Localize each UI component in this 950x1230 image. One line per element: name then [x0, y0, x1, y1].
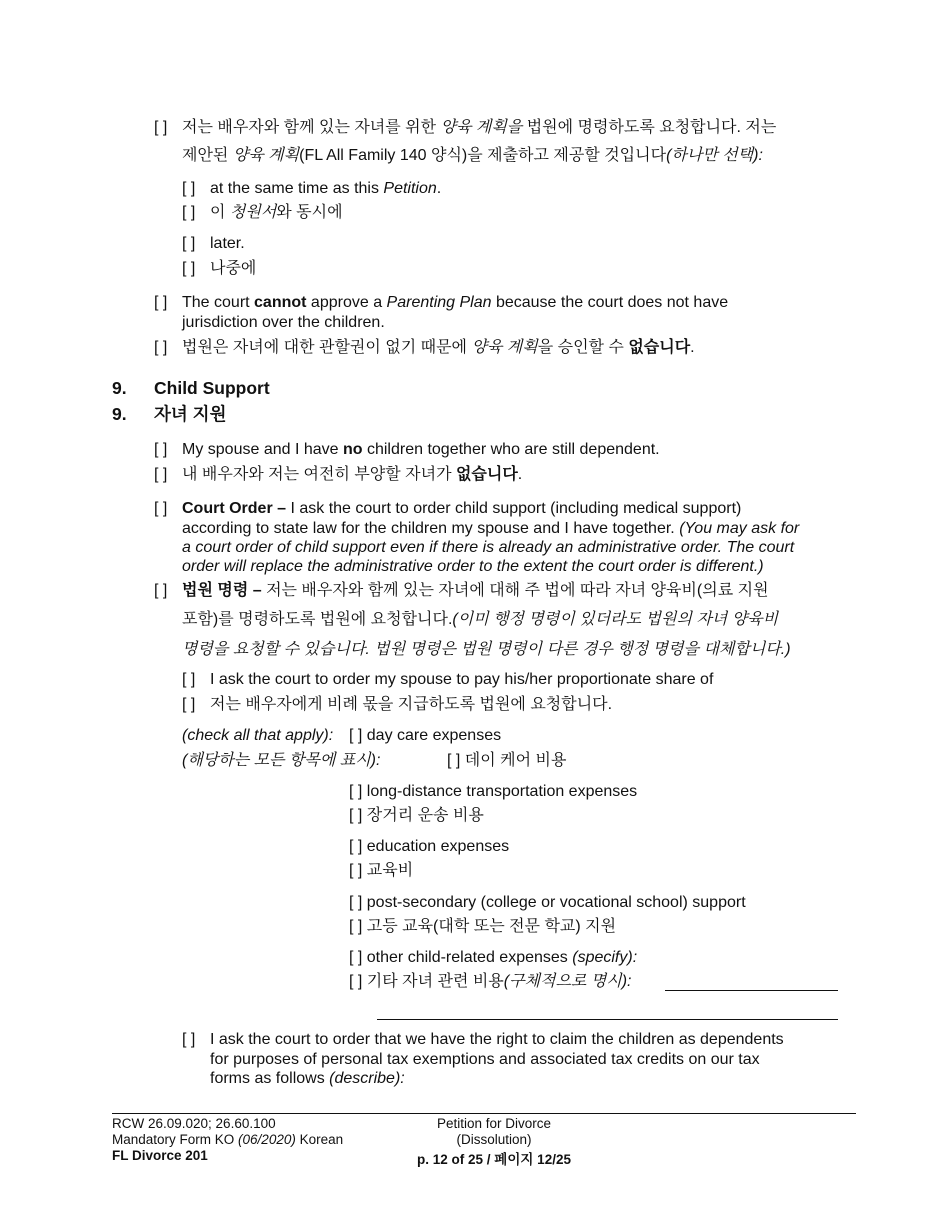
expense-education-en[interactable]: [ ] education expenses [349, 838, 510, 855]
court-order-en-line4: order will replace the administrative order to the extent the court order is different.) [182, 558, 764, 575]
no-children-ko: 내 배우자와 저는 여전히 부양할 자녀가 없습니다. [182, 466, 523, 483]
checkbox[interactable]: [ ] [182, 671, 196, 688]
cannot-approve-en-line2: jurisdiction over the children. [182, 314, 385, 331]
check-all-ko: (해당하는 모든 항목에 표시): [182, 752, 381, 769]
checkbox[interactable]: [ ] [154, 119, 168, 136]
footer-title-2: (Dissolution) [456, 1132, 532, 1147]
same-time-ko: 이 청원서와 동시에 [210, 204, 343, 221]
checkbox[interactable]: [ ] [182, 260, 196, 277]
expense-day-care-en[interactable]: [ ] day care expenses [349, 727, 502, 744]
other-expenses-blank-line-2[interactable] [377, 1019, 838, 1020]
footer-divider [112, 1113, 856, 1114]
court-order-en-line2: according to state law for the children my spouse and I have together. (You may ask for [182, 520, 800, 537]
expense-transport-ko[interactable]: [ ] 장거리 운송 비용 [349, 807, 484, 824]
checkbox[interactable]: [ ] [182, 1031, 196, 1048]
share-ko: 저는 배우자에게 비례 몫을 지급하도록 법원에 요청합니다. [210, 696, 613, 713]
expense-other-ko[interactable]: [ ] 기타 자녀 관련 비용(구체적으로 명시): [349, 973, 632, 990]
footer-rcw: RCW 26.09.020; 26.60.100 [112, 1116, 276, 1131]
parenting-order-ko-line2: 제안된 양육 계획(FL All Family 140 양식)을 제출하고 제공할 것입니다(하나만 선택): [182, 147, 763, 164]
later-ko: 나중에 [210, 260, 257, 277]
court-order-ko-line2: 포함)를 명령하도록 법원에 요청합니다.(이미 행정 명령이 있더라도 법원의 자녀 양육비 [182, 611, 779, 628]
parenting-order-ko-line1: 저는 배우자와 함께 있는 자녀를 위한 양육 계획을 법원에 명령하도록 요청합니다. 저는 [182, 119, 777, 136]
expense-post-secondary-ko[interactable]: [ ] 고등 교육(대학 또는 전문 학교) 지원 [349, 918, 617, 935]
cannot-approve-en-line1: The court cannot approve a Parenting Plan because the court does not have [182, 294, 729, 311]
checkbox[interactable]: [ ] [154, 441, 168, 458]
section-title-ko: 자녀 지원 [154, 404, 227, 424]
section-number: 9. [112, 404, 127, 424]
footer-mandatory-form: Mandatory Form KO (06/2020) Korean [112, 1132, 344, 1147]
tax-en-line2: for purposes of personal tax exemptions and associated tax credits on our tax [210, 1051, 760, 1068]
footer-form-id: FL Divorce 201 [112, 1148, 208, 1163]
same-time-en: at the same time as this Petition. [210, 180, 442, 197]
checkbox[interactable]: [ ] [154, 500, 168, 517]
footer-page-number: p. 12 of 25 / 페이지 12/25 [417, 1152, 571, 1167]
checkbox[interactable]: [ ] [154, 294, 168, 311]
later-en: later. [210, 235, 245, 252]
cannot-approve-ko: 법원은 자녀에 대한 관할권이 없기 때문에 양육 계획을 승인할 수 없습니다. [182, 339, 695, 356]
court-order-ko-line3: 명령을 요청할 수 있습니다. 법원 명령은 법원 명령이 다른 경우 행정 명령을 대체합니다.) [182, 641, 791, 658]
tax-en-line3: forms as follows (describe): [210, 1070, 405, 1087]
expense-post-secondary-en[interactable]: [ ] post-secondary (college or vocational school) support [349, 894, 746, 911]
court-order-en-line1: Court Order – I ask the court to order child support (including medical support) [182, 500, 742, 517]
section-number: 9. [112, 378, 127, 398]
court-order-ko-line1: 법원 명령 – 저는 배우자와 함께 있는 자녀에 대해 주 법에 따라 자녀 양육비(의료 지원 [182, 582, 769, 599]
court-order-en-line3: a court order of child support even if there is already an administrative order. The court [182, 539, 795, 556]
check-all-en: (check all that apply): [182, 727, 334, 744]
checkbox[interactable]: [ ] [182, 696, 196, 713]
expense-transport-en[interactable]: [ ] long-distance transportation expenses [349, 783, 638, 800]
expense-education-ko[interactable]: [ ] 교육비 [349, 862, 414, 879]
checkbox[interactable]: [ ] [154, 339, 168, 356]
no-children-en: My spouse and I have no children together who are still dependent. [182, 441, 660, 458]
other-expenses-blank-line[interactable] [665, 990, 838, 991]
section-title-en: Child Support [154, 378, 270, 398]
checkbox[interactable]: [ ] [182, 204, 196, 221]
expense-day-care-ko[interactable]: [ ] 데이 케어 비용 [447, 752, 567, 769]
footer-title-1: Petition for Divorce [436, 1116, 552, 1131]
checkbox[interactable]: [ ] [182, 180, 196, 197]
share-en: I ask the court to order my spouse to pay his/her proportionate share of [210, 671, 714, 688]
checkbox[interactable]: [ ] [154, 582, 168, 599]
checkbox[interactable]: [ ] [182, 235, 196, 252]
checkbox[interactable]: [ ] [154, 466, 168, 483]
expense-other-en[interactable]: [ ] other child-related expenses (specify): [349, 949, 638, 966]
tax-en-line1: I ask the court to order that we have the right to claim the children as dependents [210, 1031, 784, 1048]
